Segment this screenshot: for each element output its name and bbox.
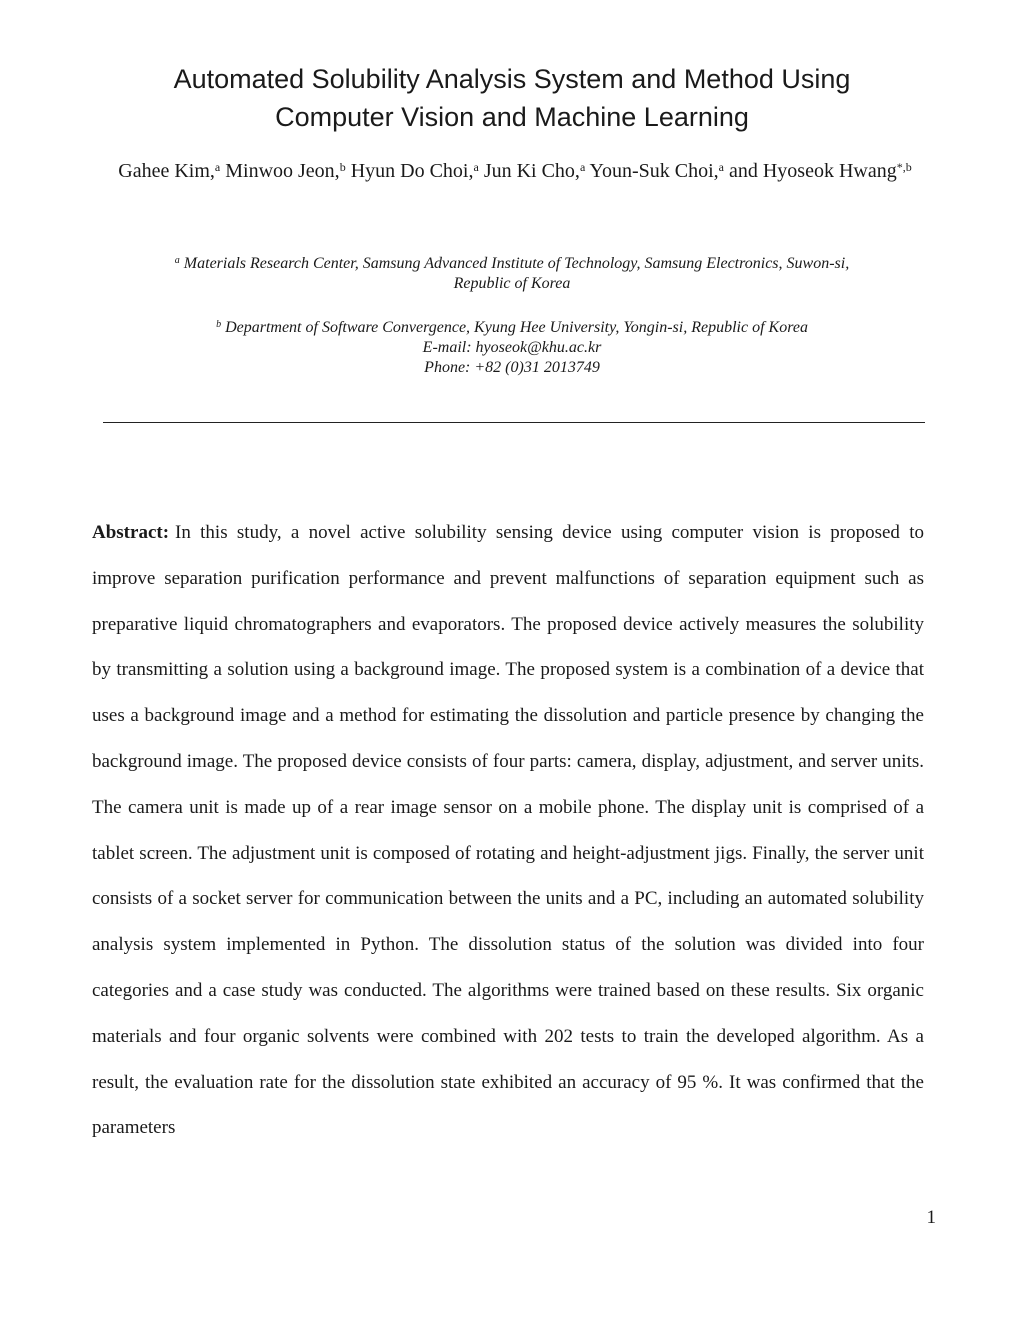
title-line-2: Computer Vision and Machine Learning bbox=[275, 102, 749, 132]
author-name: Youn-Suk Choi, bbox=[589, 160, 719, 182]
affiliation-a bbox=[60, 254, 964, 294]
author-affiliation-marker: a bbox=[579, 160, 586, 174]
affiliation-b bbox=[60, 318, 964, 378]
author-list bbox=[110, 152, 920, 190]
abstract-label: Abstract: bbox=[92, 522, 170, 543]
author-affiliation-marker: b bbox=[339, 160, 346, 174]
affiliation-a-line-2: Republic of Korea bbox=[453, 275, 571, 292]
author-name: Gahee Kim, bbox=[118, 160, 215, 182]
author-affiliation-marker: a bbox=[473, 160, 479, 174]
page-number: 1 bbox=[926, 1207, 936, 1228]
affiliation-b-line-1: Department of Software Convergence, Kyung Hee University, Yongin-si, Republic of Korea bbox=[225, 319, 808, 336]
affiliation-marker: b bbox=[216, 319, 222, 330]
author-affiliation-marker: a bbox=[718, 160, 724, 174]
author-affiliation-marker: a bbox=[214, 160, 221, 174]
author-name: Hyun Do Choi, bbox=[350, 160, 474, 182]
author-name: Jun Ki Cho, bbox=[483, 160, 580, 182]
title-line-1: Automated Solubility Analysis System and Method Using bbox=[173, 64, 851, 94]
contact-email: E-mail: hyoseok@khu.ac.kr bbox=[422, 339, 602, 356]
contact-phone: Phone: +82 (0)31 2013749 bbox=[424, 359, 600, 376]
affiliation-marker: a bbox=[174, 255, 180, 266]
header-divider bbox=[103, 422, 925, 423]
paper-title bbox=[0, 60, 1024, 136]
author-name: Minwoo Jeon, bbox=[225, 160, 340, 182]
abstract-text: In this study, a novel active solubility sensing device using computer vision is proposed to improve separation purification performance and prevent malfunctions of separation equipment such as preparative liquid chromatographers and evaporators. The proposed device actively measures the solubility by transmitting a solution using a background image. The proposed system is a combination of a device that uses a background image and a method for estimating the dissolution and particle presence by changing the background image. The proposed device consists of four parts: camera, display, adjustment, and server units. The camera unit is made up of a rear image sensor on a mobile phone. The display unit is comprised of a tablet screen. The adjustment unit is composed of rotating and height-adjustment jigs. Finally, the server unit consists of a socket server for communication between the units and a PC, including an automated solubility analysis system implemented in Python. The dissolution status of the solution was divided into four categories and a case study was conducted. The algorithms were trained based on these results. Six organic materials and four organic solvents were combined with 202 tests to train the developed algorithm. As a result, the evaluation rate for the dissolution state exhibited an accuracy of 95 %. It was confirmed that the parameters bbox=[92, 522, 924, 1139]
abstract bbox=[92, 510, 924, 1151]
author-name: and Hyoseok Hwang bbox=[728, 160, 897, 182]
author-affiliation-marker: *,b bbox=[896, 160, 912, 174]
affiliation-a-line-1: Materials Research Center, Samsung Advanced Institute of Technology, Samsung Electronics, Suwon-si, bbox=[183, 255, 850, 272]
